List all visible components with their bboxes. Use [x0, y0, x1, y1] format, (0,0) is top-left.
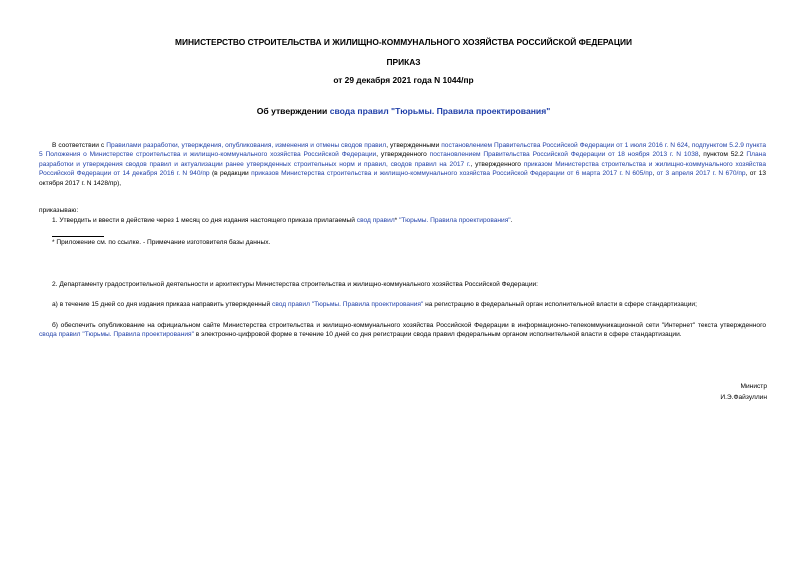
item-1: [52, 216, 513, 225]
intro-text-7: (в редакции: [209, 170, 252, 178]
intro-link-2[interactable]: постановлением Правительства Российской Федерации от 1 июля 2016 г. N 624: [441, 142, 688, 149]
signature-position: Министр: [740, 383, 767, 390]
title-link[interactable]: свода правил "Тюрьмы. Правила проектирования": [329, 106, 551, 116]
date-number-heading: от 29 декабря 2021 года N 1044/пр: [333, 75, 474, 85]
item2b-text-2: в электронно-цифровой форме в течение 10 дней со дня регистрации свода правил федеральным органом исполнительной власти в сфере стандартизации.: [193, 331, 682, 339]
item1-text-3: .: [510, 217, 513, 224]
ministry-heading: МИНИСТЕРСТВО СТРОИТЕЛЬСТВА И ЖИЛИЩНО-КОММУНАЛЬНОГО ХОЗЯЙСТВА РОССИЙСКОЙ ФЕДЕРАЦИИ: [175, 37, 632, 47]
intro-text-5: , пунктом 52.2: [698, 151, 747, 159]
intro-text-1: В соответствии с: [52, 142, 107, 149]
item1-link-1[interactable]: свод правил: [356, 217, 395, 224]
document-title: [0, 106, 807, 116]
footnote-separator: [52, 236, 104, 237]
intro-text-4: , утвержденного: [376, 151, 430, 159]
intro-link-7[interactable]: приказов Министерства строительства и жилищно-коммунального хозяйства Российской Федерации от 6 марта 2017 г. N 605/пр: [251, 170, 653, 178]
item-2b: [39, 321, 766, 340]
item1-text-1: 1. Утвердить и ввести в действие через 1 месяц со дня издания настоящего приказа прилагаемый: [52, 217, 357, 224]
item2a-text-1: а) в течение 15 дней со дня издания приказа направить утвержденный: [52, 301, 273, 308]
intro-link-8[interactable]: от 3 апреля 2017 г. N 670/пр: [656, 170, 746, 178]
item1-link-2[interactable]: "Тюрьмы. Правила проектирования": [399, 217, 511, 224]
item-2a: [52, 300, 697, 309]
item2a-text-2: на регистрацию в федеральный орган исполнительной власти в сфере стандартизации;: [423, 301, 697, 308]
item2a-link[interactable]: свод правил "Тюрьмы. Правила проектирования": [272, 301, 424, 308]
item-2: 2. Департаменту градостроительной деятельности и архитектуры Министерства строительства и жилищно-коммунального хозяйства Российской Федерации:: [52, 281, 539, 288]
intro-text-8: ,: [652, 170, 657, 178]
intro-paragraph: [39, 141, 766, 188]
doc-type-heading: ПРИКАЗ: [386, 57, 421, 67]
intro-link-5[interactable]: Плана разработки и утверждения сводов правил и актуализации ранее утвержденных строительных норм и правил, сводов правил на 2017 г.: [39, 151, 766, 168]
intro-text-6: , утвержденного: [470, 160, 524, 168]
order-word: приказываю:: [39, 207, 79, 214]
signature-name: И.Э.Файзуллин: [720, 394, 767, 401]
intro-text-2: , утвержденными: [386, 142, 442, 149]
item2b-link[interactable]: свода правил "Тюрьмы. Правила проектирования": [39, 331, 194, 339]
intro-link-3[interactable]: подпунктом 5.2.9 пункта 5 Положения о Министерстве строительства и жилищно-коммунального хозяйства Российской Федерации: [39, 142, 767, 159]
footnote: * Приложение см. по ссылке. - Примечание изготовителя базы данных.: [52, 239, 271, 246]
intro-link-1[interactable]: Правилами разработки, утверждения, опубликования, изменения и отмены сводов правил: [106, 142, 387, 149]
title-prefix: Об утверждении: [256, 106, 330, 116]
intro-link-4[interactable]: постановлением Правительства Российской Федерации от 18 ноября 2013 г. N 1038: [429, 151, 699, 159]
item1-text-2: *: [394, 217, 400, 224]
intro-link-6[interactable]: приказом Министерства строительства и жилищно-коммунального хозяйства Российской Федерации от 14 декабря 2016 г. N 940/пр: [39, 160, 766, 178]
item2b-text-1: б) обеспечить опубликование на официальном сайте Министерства строительства и жилищно-коммунального хозяйства Российской Федерации в информационно-телекоммуникационной сети "Интернет" текста утвержденного: [52, 322, 766, 329]
intro-text-3: ,: [687, 142, 692, 149]
intro-text-9: , от 13 октября 2017 г. N 1428/пр),: [39, 170, 767, 187]
